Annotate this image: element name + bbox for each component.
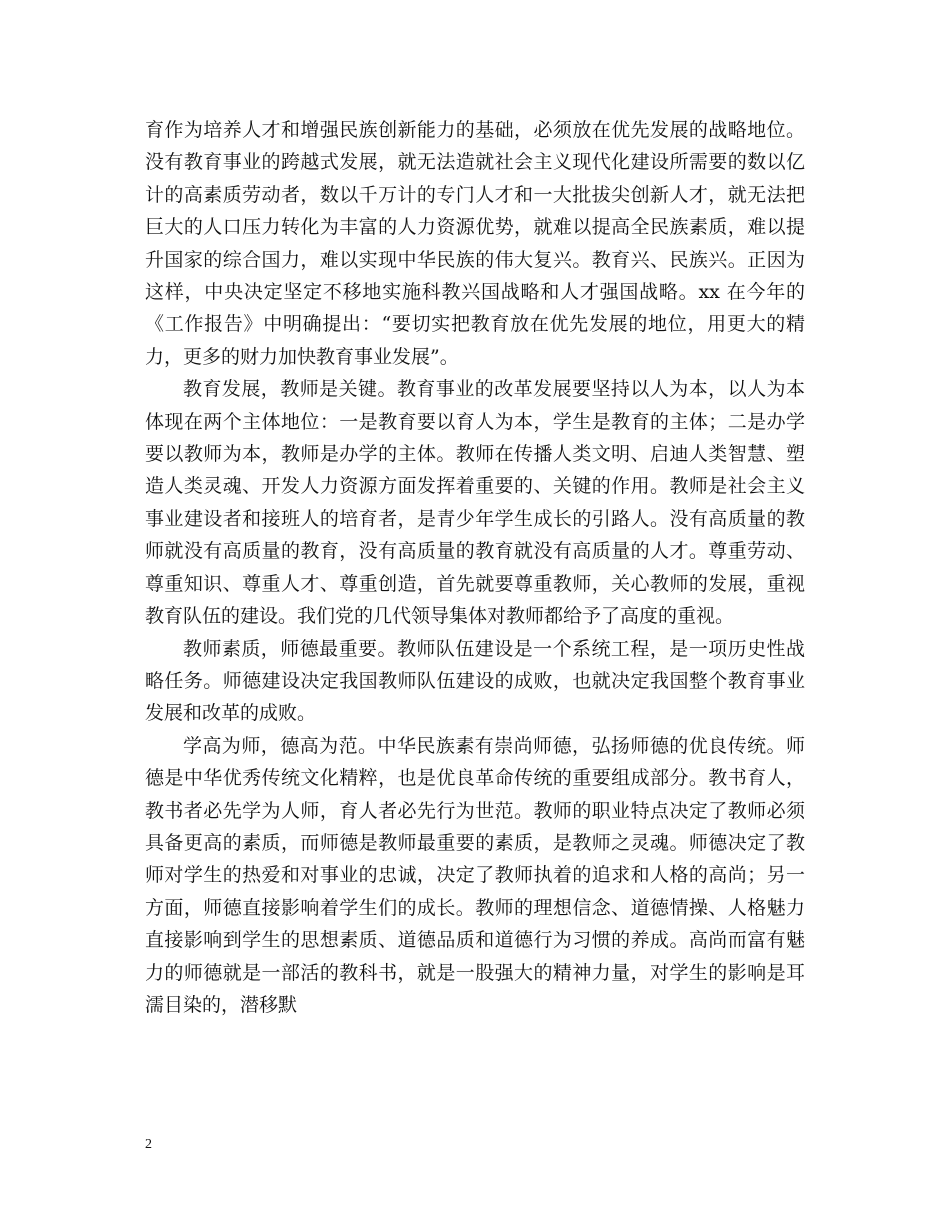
body-text <box>145 114 805 1021</box>
paragraph: 教师素质，师德最重要。教师队伍建设是一个系统工程，是一项历史性战略任务。师德建设决定我国教师队伍建设的成败，也就决定我国整个教育事业发展和改革的成败。 <box>145 637 805 725</box>
paragraph: 教育发展，教师是关键。教育事业的改革发展要坚持以人为本，以人为本体现在两个主体地位：一是教育要以育人为本，学生是教育的主体；二是办学要以教师为本，教师是办学的主体。教师在传播人类文明、启迪人类智慧、塑造人类灵魂、开发人力资源方面发挥着重要的、关键的作用。教师是社会主义事业建设者和接班人的培育者，是青少年学生成长的引路人。没有高质量的教师就没有高质量的教育，没有高质量的教育就没有高质量的人才。尊重劳动、尊重知识、尊重人才、尊重创造，首先就要尊重教师，关心教师的发展，重视教育队伍的建设。我们党的几代领导集体对教师都给予了高度的重视。 <box>145 378 805 628</box>
paragraph: 学高为师，德高为范。中华民族素有崇尚师德，弘扬师德的优良传统。师德是中华优秀传统文化精粹，也是优良革命传统的重要组成部分。教书育人，教书者必先学为人师，育人者必先行为世范。教师的职业特点决定了教师必须具备更高的素质，而师德是教师最重要的素质，是教师之灵魂。师德决定了教师对学生的热爱和对事业的忠诚，决定了教师执着的追求和人格的高尚；另一方面，师德直接影响着学生们的成长。教师的理想信念、道德情操、人格魅力直接影响到学生的思想素质、道德品质和道德行为习惯的养成。高尚而富有魅力的师德就是一部活的教科书，就是一股强大的精神力量，对学生的影响是耳濡目染的，潜移默 <box>145 734 805 1016</box>
paragraph-continued: 育作为培养人才和增强民族创新能力的基础，必须放在优先发展的战略地位。没有教育事业的跨越式发展，就无法造就社会主义现代化建设所需要的数以亿计的高素质劳动者，数以千万计的专门人才和一大批拔尖创新人才，就无法把巨大的人口压力转化为丰富的人力资源优势，就难以提高全民族素质，难以提升国家的综合国力，难以实现中华民族的伟大复兴。教育兴、民族兴。正因为这样，中央决定坚定不移地实施科教兴国战略和人才强国战略。xx 在今年的《工作报告》中明确提出：“要切实把教育放在优先发展的地位，用更大的精力，更多的财力加快教育事业发展”。 <box>145 119 805 368</box>
page-number: 2 <box>145 1137 152 1152</box>
